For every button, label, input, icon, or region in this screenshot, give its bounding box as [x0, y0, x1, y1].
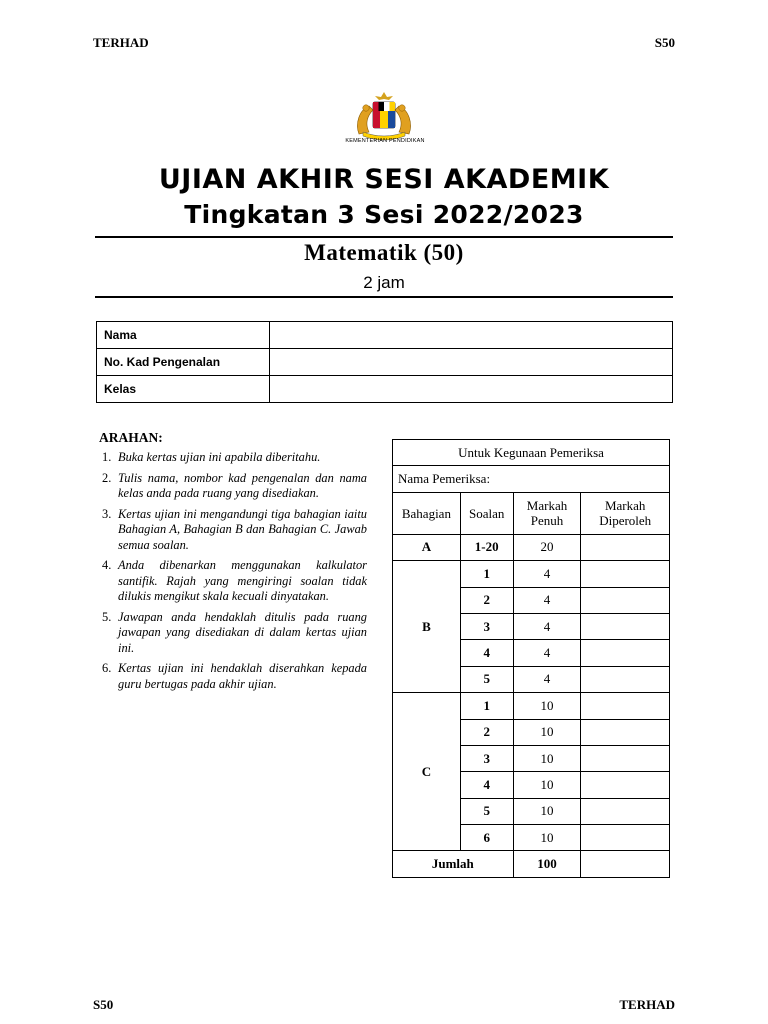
title-divider-bottom [95, 296, 673, 298]
full-marks: 10 [513, 719, 581, 745]
question-number: 5 [460, 666, 513, 692]
question-number: 4 [460, 772, 513, 798]
instructions-list [99, 450, 367, 697]
class-field[interactable] [270, 376, 673, 403]
question-number: 5 [460, 798, 513, 824]
candidate-info-table [96, 321, 673, 403]
table-row [393, 693, 670, 719]
question-number: 2 [460, 587, 513, 613]
marks-obtained-cell[interactable] [581, 561, 670, 587]
instruction-text: Anda dibenarkan menggunakan kalkulator santifik. Rajah yang mengiringi soalan tidak dilukis mengikut skala kecuali dinyatakan. [118, 558, 367, 603]
name-field[interactable] [270, 322, 673, 349]
instruction-number: 4. [102, 558, 112, 572]
instruction-item [99, 450, 367, 466]
question-number: 4 [460, 640, 513, 666]
question-number: 3 [460, 745, 513, 771]
table-row [393, 561, 670, 587]
marks-obtained-cell[interactable] [581, 666, 670, 692]
section-label: C [393, 693, 461, 851]
instruction-item [99, 507, 367, 554]
full-marks: 4 [513, 561, 581, 587]
table-row [393, 534, 670, 560]
header-classification: TERHAD [93, 35, 149, 50]
total-marks-obtained-cell[interactable] [581, 851, 670, 877]
marks-obtained-cell[interactable] [581, 825, 670, 851]
col-header-question: Soalan [460, 492, 513, 534]
marks-obtained-cell[interactable] [581, 534, 670, 560]
examiner-marks-table [392, 439, 670, 878]
exam-subtitle: Tingkatan 3 Sesi 2022/2023 [184, 200, 584, 229]
marks-obtained-cell[interactable] [581, 772, 670, 798]
full-marks: 4 [513, 587, 581, 613]
footer-code: S50 [93, 997, 114, 1012]
marks-obtained-cell[interactable] [581, 640, 670, 666]
instruction-text: Tulis nama, nombor kad pengenalan dan nama kelas anda pada ruang yang disediakan. [118, 470, 367, 500]
marks-obtained-cell[interactable] [581, 798, 670, 824]
ministry-caption: KEMENTERIAN PENDIDIKAN [345, 138, 425, 144]
question-number: 6 [460, 825, 513, 851]
col-header-full-marks: Markah Penuh [513, 492, 581, 534]
instruction-text: Jawapan anda hendaklah ditulis pada ruang jawapan yang disediakan di dalam kertas ujian ini. [118, 609, 367, 655]
full-marks: 10 [513, 772, 581, 798]
instruction-text: Kertas ujian ini hendaklah diserahkan kepada guru bertugas pada akhir ujian. [118, 661, 367, 691]
instruction-item [99, 661, 367, 692]
instruction-item [99, 558, 367, 605]
question-number: 1 [460, 693, 513, 719]
section-label: B [393, 561, 461, 693]
exam-title: UJIAN AKHIR SESI AKADEMIK [158, 164, 610, 195]
total-label: Jumlah [393, 851, 514, 877]
full-marks: 4 [513, 613, 581, 639]
col-header-marks-obtained: Markah Diperoleh [581, 492, 670, 534]
exam-duration: 2 jam [363, 273, 405, 292]
info-row-name [97, 322, 673, 349]
marks-obtained-cell[interactable] [581, 693, 670, 719]
info-label-class: Kelas [97, 376, 270, 403]
marks-obtained-cell[interactable] [581, 719, 670, 745]
instruction-item [99, 471, 367, 502]
instruction-item [99, 610, 367, 657]
full-marks: 10 [513, 798, 581, 824]
marks-obtained-cell[interactable] [581, 745, 670, 771]
examiner-table-title: Untuk Kegunaan Pemeriksa [393, 440, 670, 466]
full-marks: 4 [513, 640, 581, 666]
full-marks: 20 [513, 534, 581, 560]
section-label: A [393, 534, 461, 560]
examiner-name-field[interactable]: Nama Pemeriksa: [393, 466, 670, 492]
instruction-number: 1. [102, 450, 112, 464]
instruction-number: 6. [102, 661, 112, 675]
info-row-class [97, 376, 673, 403]
instruction-number: 2. [102, 470, 112, 485]
total-row [393, 851, 670, 877]
instruction-text: Buka kertas ujian ini apabila diberitahu. [118, 450, 321, 464]
full-marks: 10 [513, 693, 581, 719]
info-row-ic [97, 349, 673, 376]
full-marks: 10 [513, 745, 581, 771]
info-label-name: Nama [97, 322, 270, 349]
question-number: 1-20 [460, 534, 513, 560]
instructions-title: ARAHAN: [99, 430, 163, 445]
instruction-number: 5. [102, 609, 112, 624]
instruction-text: Kertas ujian ini mengandungi tiga bahagian iaitu Bahagian A, Bahagian B dan Bahagian C. Jawab semua soalan. [118, 506, 367, 552]
ic-number-field[interactable] [270, 349, 673, 376]
info-label-ic: No. Kad Pengenalan [97, 349, 270, 376]
title-divider-top [95, 236, 673, 238]
col-header-section: Bahagian [393, 492, 461, 534]
marks-obtained-cell[interactable] [581, 613, 670, 639]
instruction-number: 3. [102, 506, 112, 521]
total-full-marks: 100 [513, 851, 581, 877]
full-marks: 10 [513, 825, 581, 851]
question-number: 2 [460, 719, 513, 745]
footer-classification: TERHAD [619, 997, 675, 1012]
full-marks: 4 [513, 666, 581, 692]
question-number: 1 [460, 561, 513, 587]
question-number: 3 [460, 613, 513, 639]
header-code: S50 [654, 35, 675, 50]
marks-obtained-cell[interactable] [581, 587, 670, 613]
subject-title: Matematik (50) [304, 240, 464, 265]
